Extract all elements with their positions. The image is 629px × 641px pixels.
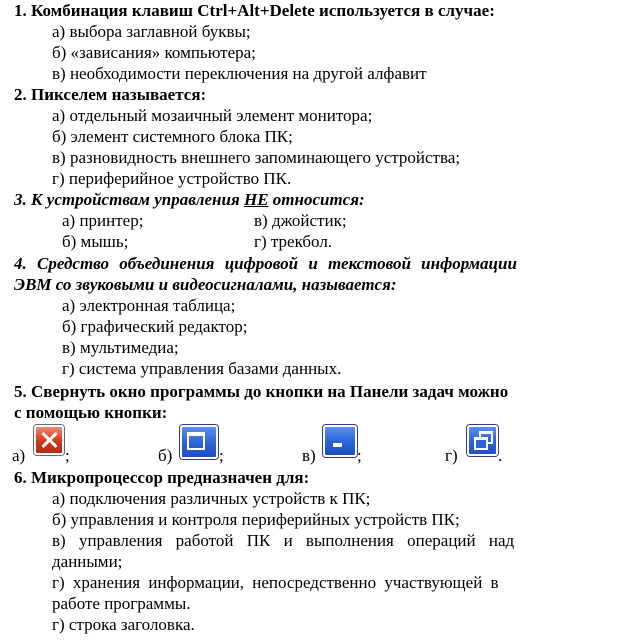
question-6-option-e: г) строка заголовка. <box>52 615 195 634</box>
question-2-option-c: в) разновидность внешнего запоминающего устройства; <box>52 148 461 167</box>
question-5-title-line2: с помощью кнопки: <box>14 403 168 422</box>
question-3-title-emphasis: НЕ <box>243 190 269 209</box>
question-1-option-b: б) «зависания» компьютера; <box>52 43 256 62</box>
question-6-option-b: б) управления и контроля периферийных устройств ПК; <box>52 510 460 529</box>
question-2-title: 2. Пикселем называется: <box>14 85 207 104</box>
question-5-option-a-after: ; <box>65 446 70 465</box>
question-3-option-d: г) трекбол. <box>254 232 333 251</box>
question-6-option-d-text: г) хранения информации, непосредственно участвующей в <box>52 573 499 592</box>
minimize-button-icon <box>323 425 357 457</box>
question-4-title-line2: ЭВМ со звуковыми и видеосигналами, называется: <box>14 275 397 294</box>
question-6-option-d-line1 <box>52 572 568 593</box>
question-4-option-c: в) мультимедиа; <box>62 338 179 357</box>
question-2-option-d: г) периферийное устройство ПК. <box>52 169 292 188</box>
question-6-option-c-line1 <box>52 530 568 551</box>
restore-button-icon <box>467 425 498 456</box>
question-5-title-line1: 5. Свернуть окно программы до кнопки на Панели задач можно <box>14 382 509 401</box>
question-4-option-b: б) графический редактор; <box>62 317 248 336</box>
question-6-title: 6. Микропроцессор предназначен для: <box>14 468 310 487</box>
question-5-option-d-label: г) <box>445 446 458 465</box>
question-5-option-d-after: . <box>498 446 503 465</box>
close-button-icon <box>34 425 64 455</box>
question-3-option-a: а) принтер; <box>62 211 144 230</box>
question-6-option-a: а) подключения различных устройств к ПК; <box>52 489 371 508</box>
question-6-option-c-text: в) управления работой ПК и выполнения операций над <box>52 531 515 550</box>
question-1-option-c: в) необходимости переключения на другой алфавит <box>52 64 427 83</box>
question-4-title-text: 4. Средство объединения цифровой и текстовой информации <box>14 254 517 273</box>
question-3-title-suffix: относится: <box>268 190 365 209</box>
question-4-title-line1 <box>14 253 567 274</box>
question-6-option-d-line2: работе программы. <box>52 594 191 613</box>
question-5-option-c-after: ; <box>357 446 362 465</box>
question-5-option-b-after: ; <box>219 446 224 465</box>
question-5-option-b-label: б) <box>158 446 173 465</box>
question-3-option-c: в) джойстик; <box>254 211 347 230</box>
maximize-button-icon <box>180 425 218 459</box>
question-3-option-b: б) мышь; <box>62 232 129 251</box>
question-5-option-c-label: в) <box>302 446 316 465</box>
question-3-title-prefix: 3. К устройствам управления <box>14 190 244 209</box>
question-5-option-a-label: а) <box>12 446 26 465</box>
question-1-title: 1. Комбинация клавиш Ctrl+Alt+Delete используется в случае: <box>14 1 495 20</box>
question-1-option-a: а) выбора заглавной буквы; <box>52 22 251 41</box>
question-6-option-c-line2: данными; <box>52 552 123 571</box>
question-4-option-a: а) электронная таблица; <box>62 296 236 315</box>
question-2-option-b: б) элемент системного блока ПК; <box>52 127 293 146</box>
question-2-option-a: а) отдельный мозаичный элемент монитора; <box>52 106 373 125</box>
question-4-option-d: г) система управления базами данных. <box>62 359 342 378</box>
question-3-title <box>14 189 365 210</box>
